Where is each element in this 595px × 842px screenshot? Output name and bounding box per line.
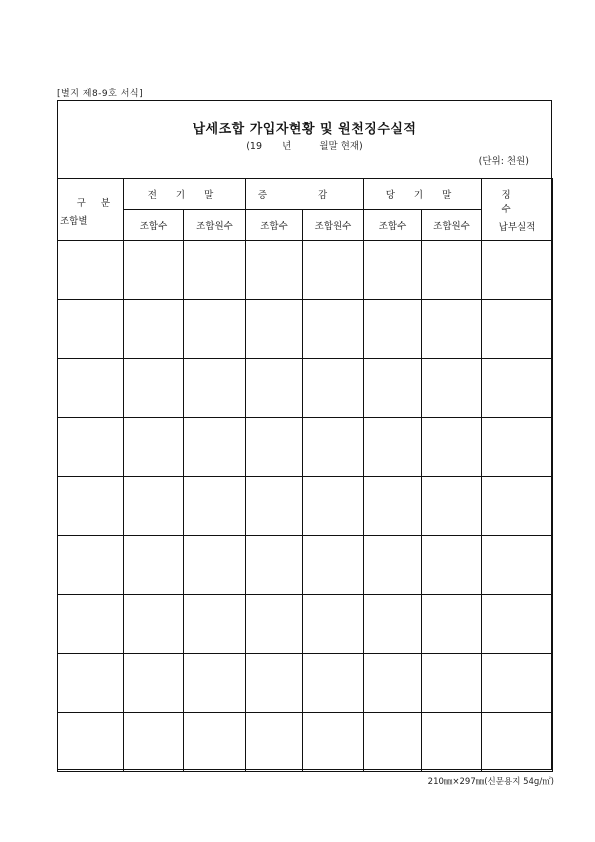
table-cell [58, 595, 124, 654]
table-cell [482, 713, 553, 772]
subtitle-open: (19 [246, 141, 263, 152]
subtitle-month-label: 월말 현재) [319, 141, 363, 152]
table-cell [303, 477, 364, 536]
table-cell [184, 418, 246, 477]
table-row [58, 418, 553, 477]
table-cell [482, 300, 553, 359]
table-row [58, 536, 553, 595]
table-cell [482, 418, 553, 477]
table-cell [184, 300, 246, 359]
table-cell [482, 477, 553, 536]
table-cell [124, 536, 184, 595]
table-cell [124, 300, 184, 359]
table-cell [303, 713, 364, 772]
paper-spec-footnote: 210㎜×297㎜(신문용지 54g/㎡) [427, 777, 554, 787]
table-cell [422, 418, 482, 477]
subheader-union-count: 조합수 [124, 210, 184, 241]
corner-header-category: 구 분 [76, 198, 116, 209]
table-cell [364, 241, 422, 300]
table-body [58, 241, 553, 772]
corner-header-cell [58, 179, 124, 241]
table-cell [364, 418, 422, 477]
table-row [58, 654, 553, 713]
table-cell [246, 300, 303, 359]
table-cell [124, 241, 184, 300]
table-cell [246, 536, 303, 595]
table-cell [246, 359, 303, 418]
table-cell [124, 418, 184, 477]
table-cell [482, 595, 553, 654]
table-cell [184, 477, 246, 536]
form-title: 납세조합 가입자현황 및 원천징수실적 [192, 122, 417, 137]
table-cell [364, 300, 422, 359]
table-row [58, 241, 553, 300]
table-cell [124, 654, 184, 713]
table-cell [364, 654, 422, 713]
collection-header-cell [482, 179, 553, 241]
subheader-union-count: 조합수 [364, 210, 422, 241]
table-cell [246, 241, 303, 300]
table-cell [482, 359, 553, 418]
table-cell [422, 359, 482, 418]
table-cell [184, 713, 246, 772]
table-cell [58, 536, 124, 595]
table-cell [246, 654, 303, 713]
table-cell [58, 713, 124, 772]
table-cell [364, 359, 422, 418]
table-cell [124, 477, 184, 536]
table-cell [184, 595, 246, 654]
table-cell [422, 654, 482, 713]
table-cell [124, 359, 184, 418]
table-cell [246, 477, 303, 536]
table-cell [124, 595, 184, 654]
unit-label: (단위: 천원) [478, 156, 529, 167]
table-cell [303, 418, 364, 477]
table-row [58, 359, 553, 418]
table-cell [58, 418, 124, 477]
table-cell [303, 654, 364, 713]
table-cell [184, 241, 246, 300]
table-row [58, 477, 553, 536]
table-cell [364, 713, 422, 772]
table-cell [422, 241, 482, 300]
table-cell [58, 241, 124, 300]
table-cell [364, 536, 422, 595]
form-frame [57, 100, 552, 770]
collection-header-bottom: 납부실적 [498, 221, 536, 233]
collection-header-top: 징 수 [501, 189, 533, 215]
table-row [58, 713, 553, 772]
form-number: [별지 제8-9호 서식] [57, 89, 144, 99]
table-cell [482, 241, 553, 300]
report-table [57, 178, 553, 772]
table-cell [184, 536, 246, 595]
table-cell [246, 418, 303, 477]
corner-header-union: 조합별 [60, 216, 88, 227]
table-cell [303, 300, 364, 359]
subheader-member-count: 조합원수 [303, 210, 364, 241]
table-cell [364, 595, 422, 654]
table-cell [303, 359, 364, 418]
table-cell [422, 713, 482, 772]
table-cell [58, 477, 124, 536]
table-cell [422, 300, 482, 359]
table-cell [246, 713, 303, 772]
group-header-change: 증 감 [246, 179, 364, 210]
table-cell [184, 654, 246, 713]
subheader-union-count: 조합수 [246, 210, 303, 241]
table-cell [58, 300, 124, 359]
table-cell [58, 654, 124, 713]
table-cell [58, 359, 124, 418]
table-cell [422, 477, 482, 536]
table-cell [482, 536, 553, 595]
form-subtitle [58, 138, 551, 152]
table-cell [422, 536, 482, 595]
table-cell [184, 359, 246, 418]
table-cell [482, 654, 553, 713]
table-cell [303, 241, 364, 300]
subheader-member-count: 조합원수 [184, 210, 246, 241]
table-row [58, 595, 553, 654]
table-cell [422, 595, 482, 654]
table-cell [246, 595, 303, 654]
subheader-member-count: 조합원수 [422, 210, 482, 241]
table-cell [303, 595, 364, 654]
group-header-previous: 전 기 말 [124, 179, 246, 210]
table-cell [124, 713, 184, 772]
subtitle-year-label: 년 [282, 141, 292, 152]
table-row [58, 300, 553, 359]
group-header-current: 당 기 말 [364, 179, 482, 210]
table-cell [364, 477, 422, 536]
table-cell [303, 536, 364, 595]
